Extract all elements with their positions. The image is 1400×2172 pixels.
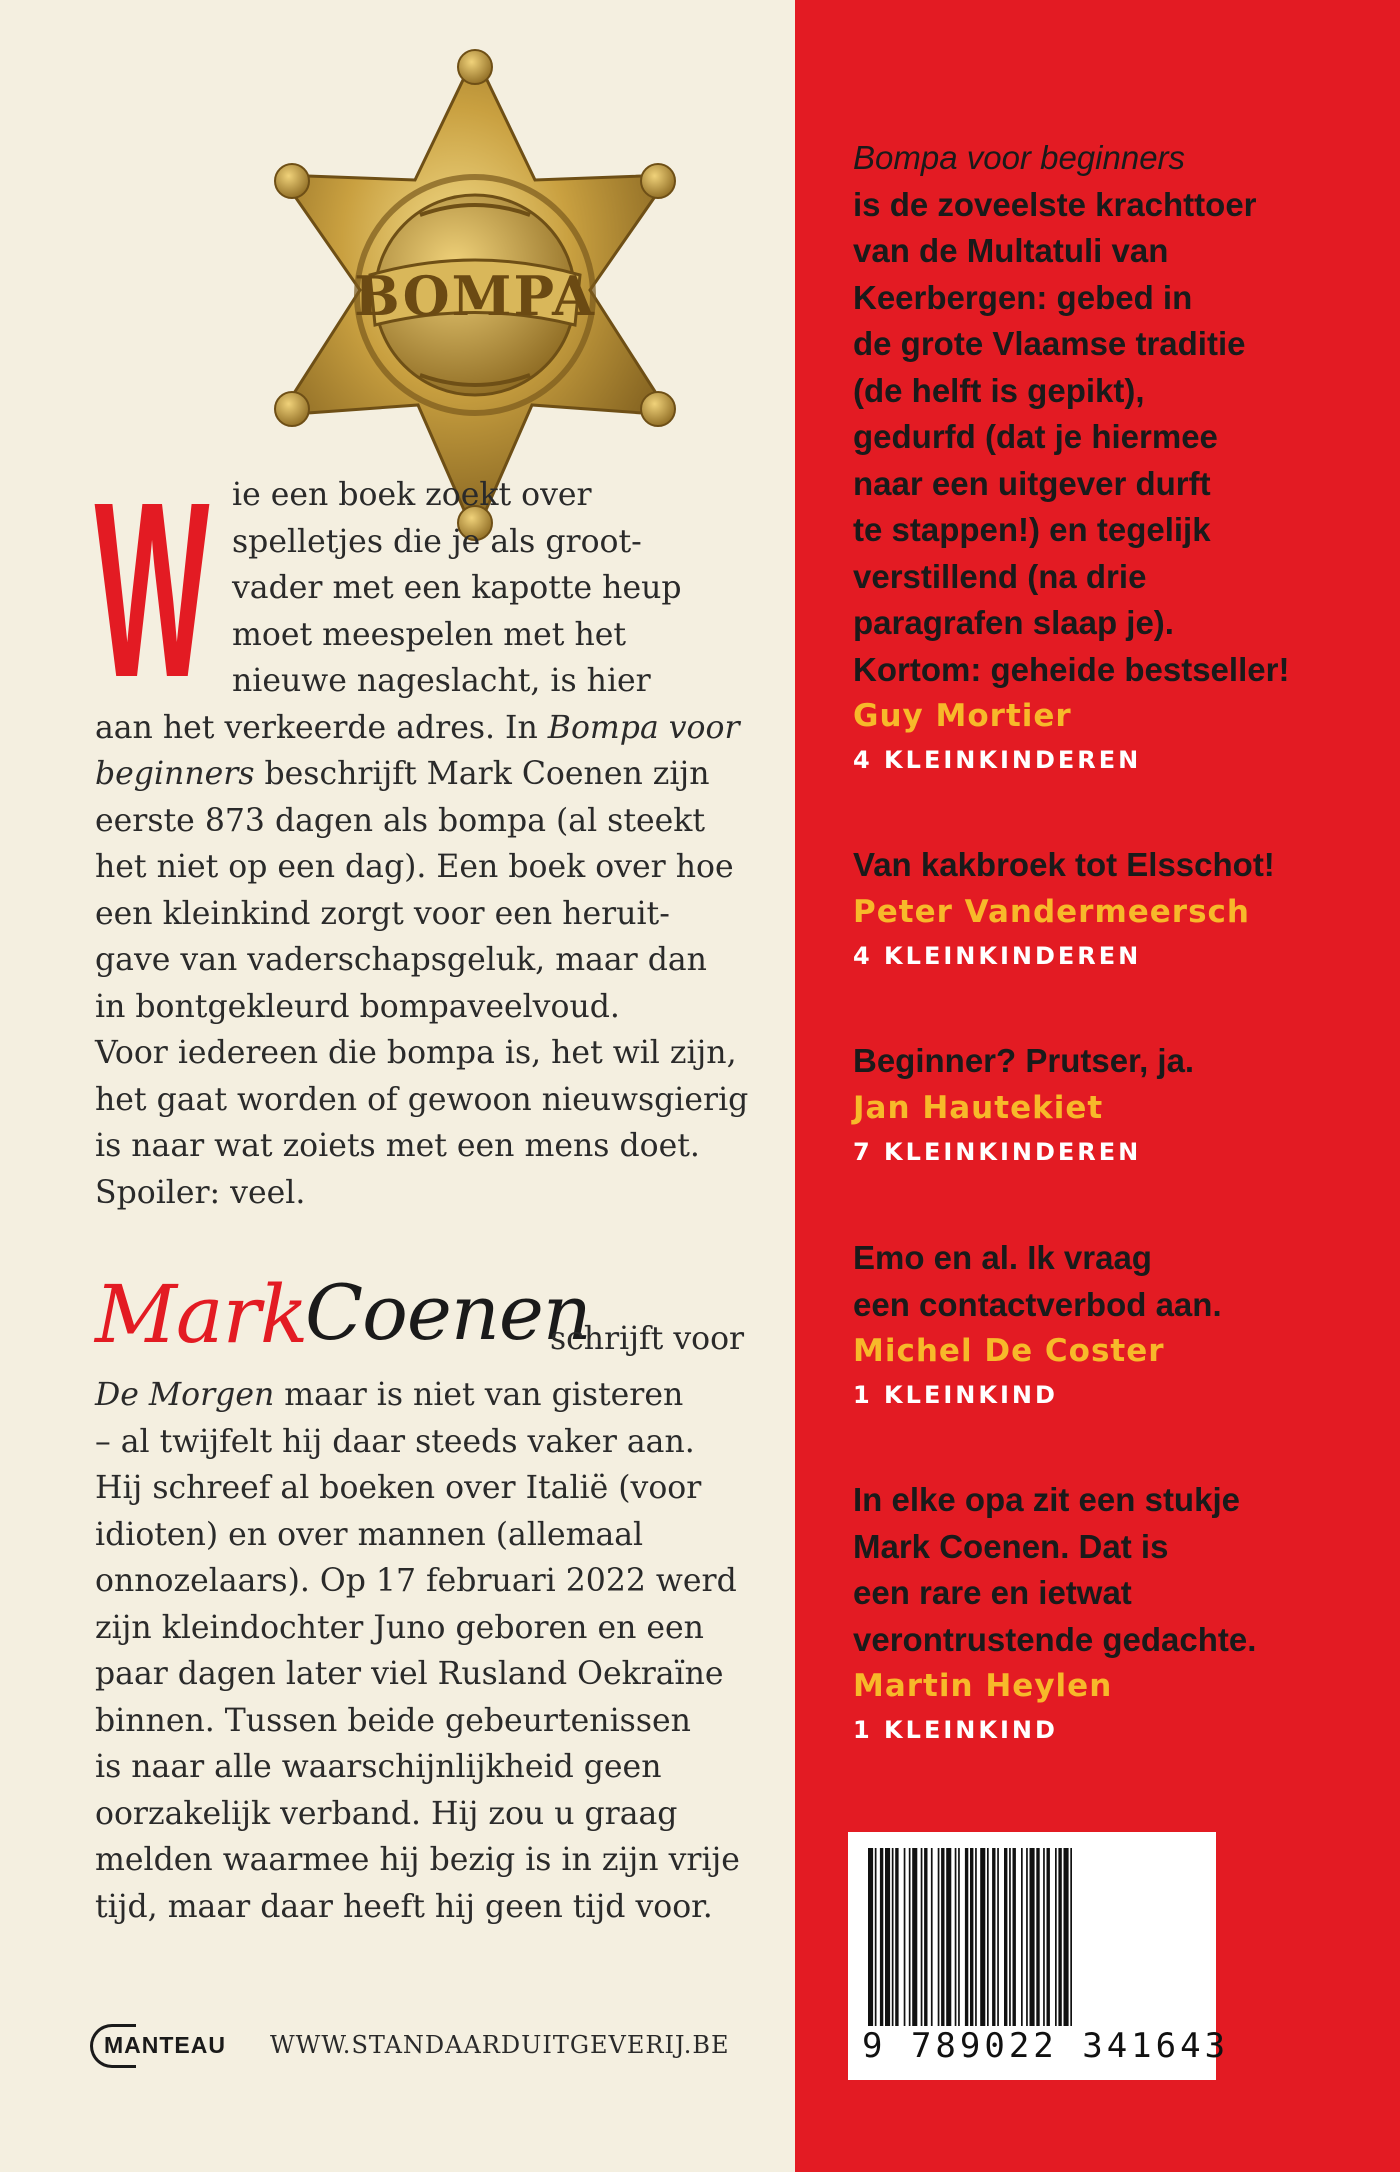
barcode-bar <box>958 1848 960 2026</box>
quote-author-name: Michel De Coster <box>853 1333 1165 1369</box>
barcode-bar <box>1009 1848 1011 2026</box>
quote-line: verontrustende gedachte. <box>853 1620 1257 1658</box>
bio-line: oorzakelijk verband. Hij zou u graag <box>95 1795 678 1832</box>
barcode-bar <box>1030 1848 1035 2026</box>
quote-line: gedurfd (dat je hiermee <box>853 418 1218 455</box>
barcode-bar <box>1043 1848 1045 2026</box>
quote-line: van de Multatuli van <box>853 232 1169 269</box>
barcode-bar <box>924 1848 927 2026</box>
blurb-line: ie een boek zoekt over <box>232 477 592 513</box>
bio-line: Hij schreef al boeken over Italië (voor <box>95 1470 702 1506</box>
blurb-line: eerste 873 dagen als bompa (al steekt <box>95 802 706 839</box>
blurb-line: spelletjes die je als groot- <box>232 523 642 560</box>
blurb-line: beginners beschrijft Mark Coenen zijn <box>95 756 710 792</box>
barcode-bar <box>1055 1848 1057 2026</box>
quote-author-grandchildren: 4 KLEINKINDEREN <box>853 941 1142 970</box>
dropcap-letter-text: W <box>94 450 210 729</box>
blurb-line: nieuwe nageslacht, is hier <box>232 663 651 699</box>
quote-line: Kortom: geheide bestseller! <box>853 650 1290 688</box>
publisher-logo <box>90 2024 240 2068</box>
blurb-line: gave van vaderschapsgeluk, maar dan <box>95 942 707 978</box>
bio-line: melden waarmee hij bezig is in zijn vrije <box>95 1842 740 1878</box>
quote-author-name: Jan Hautekiet <box>853 1089 1104 1126</box>
barcode-bar <box>946 1848 951 2026</box>
badge-word: BOMPA <box>353 264 597 328</box>
dropcap-w <box>94 450 210 729</box>
isbn-number: 9 789022 341643 <box>862 2026 1230 2066</box>
dropcap-letter <box>94 450 210 729</box>
barcode-bar <box>912 1848 917 2026</box>
quote-author-grandchildren: 1 KLEINKIND <box>853 1716 1058 1744</box>
barcode-bar <box>955 1848 957 2026</box>
barcode-bar <box>1058 1848 1061 2026</box>
blurb-line: het niet op een dag). Een boek over hoe <box>95 849 734 885</box>
bio-line: zijn kleindochter Juno geboren en een <box>95 1609 704 1646</box>
author-first-name: Mark <box>95 1268 308 1361</box>
bio-line: idioten) en over mannen (allemaal <box>95 1516 644 1553</box>
barcode-bar <box>980 1848 985 2026</box>
bio-line: paar dagen later viel Rusland Oekraïne <box>95 1656 724 1692</box>
quote-author-name: Peter Vandermeersch <box>853 893 1250 930</box>
blurb-line: is naar wat zoiets met een mens doet. <box>95 1128 700 1164</box>
quote-block <box>853 1477 1373 1751</box>
bio-line: onnozelaars). Op 17 februari 2022 werd <box>95 1563 737 1599</box>
barcode-bar <box>938 1848 940 2026</box>
blurb-line: aan het verkeerde adres. In Bompa voor <box>95 709 740 746</box>
barcode-bar <box>1064 1848 1069 2026</box>
quote-line: een contactverbod aan. <box>853 1285 1222 1323</box>
quote-line: Emo en al. Ik vraag <box>853 1239 1152 1276</box>
quote-block <box>853 135 1373 781</box>
blurb-line: vader met een kapotte heup <box>232 570 682 606</box>
quote-block <box>853 842 1373 977</box>
blurb-line: moet meespelen met het <box>232 616 627 653</box>
blurb-line: Voor iedereen die bompa is, het wil zijn, <box>95 1035 737 1071</box>
quote-line: (de helft is gepikt), <box>853 371 1145 409</box>
quote-line: is de zoveelste krachttoer <box>853 185 1257 223</box>
quote-block <box>853 1235 1373 1416</box>
barcode-bar <box>1070 1848 1072 2026</box>
barcode-bar <box>941 1848 944 2026</box>
blurb-text <box>94 450 755 1216</box>
quote-line: verstillend (na drie <box>853 557 1147 595</box>
quote-author-name: Guy Mortier <box>853 698 1072 734</box>
quote-line: Keerbergen: gebed in <box>853 278 1193 316</box>
blurb-line: het gaat worden of gewoon nieuwsgierig <box>95 1081 749 1118</box>
quote-author-grandchildren: 7 KLEINKINDEREN <box>853 1137 1142 1166</box>
barcode-bar <box>970 1848 973 2026</box>
quote-author-grandchildren: 1 KLEINKIND <box>853 1381 1058 1409</box>
quote-line: naar een uitgever durft <box>853 464 1211 502</box>
barcode-bar <box>1013 1848 1016 2026</box>
barcode-bar <box>875 1848 877 2026</box>
quote-line: Mark Coenen. Dat is <box>853 1527 1169 1565</box>
publisher-website[interactable]: WWW.STANDAARDUITGEVERIJ.BE <box>270 2031 730 2059</box>
blurb-line: een kleinkind zorgt voor een heruit- <box>95 895 670 932</box>
author-last-name: Coenen <box>305 1268 591 1357</box>
author-bio <box>95 1372 775 1930</box>
barcode-bar <box>868 1848 873 2026</box>
barcode-bar <box>987 1848 989 2026</box>
quote-author-name: Martin Heylen <box>853 1668 1113 1704</box>
blurb-line: Spoiler: veel. <box>95 1174 306 1211</box>
barcode-bar <box>931 1848 933 2026</box>
barcode-bars <box>868 1848 1196 2026</box>
barcode-bar <box>909 1848 911 2026</box>
quote-line: Beginner? Prutser, ja. <box>853 1042 1195 1079</box>
bio-line: binnen. Tussen beide gebeurtenissen <box>95 1702 691 1739</box>
barcode-bar <box>965 1848 968 2026</box>
barcode-bar <box>1036 1848 1039 2026</box>
quote-block <box>853 1038 1373 1173</box>
blurb-line: in bontgekleurd bompaveelvoud. <box>95 988 620 1025</box>
isbn-barcode <box>848 1832 1230 2080</box>
quote-line: In elke opa zit een stukje <box>853 1481 1240 1518</box>
quote-line: een rare en ietwat <box>853 1574 1132 1611</box>
barcode-bar <box>921 1848 923 2026</box>
quote-line: de grote Vlaamse traditie <box>853 325 1246 362</box>
bio-line: De Morgen maar is niet van gisteren <box>95 1377 684 1413</box>
bio-line: tijd, maar daar heeft hij geen tijd voor. <box>95 1888 713 1925</box>
quote-author-grandchildren: 4 KLEINKINDEREN <box>853 746 1142 774</box>
barcode-bar <box>1026 1848 1028 2026</box>
barcode-bar <box>904 1848 906 2026</box>
author-intro-text: schrijft voor <box>550 1321 745 1357</box>
barcode-bar <box>880 1848 883 2026</box>
barcode-bar <box>997 1848 999 2026</box>
barcode-bar <box>975 1848 977 2026</box>
barcode-bar <box>892 1848 894 2026</box>
quote-line: paragrafen slaap je). <box>853 604 1174 641</box>
bio-line: is naar alle waarschijnlijkheid geen <box>95 1749 662 1785</box>
barcode-bar <box>885 1848 890 2026</box>
barcode-bar <box>895 1848 898 2026</box>
quote-line: te stappen!) en tegelijk <box>853 511 1211 548</box>
bio-line: – al twijfelt hij daar steeds vaker aan. <box>95 1423 695 1460</box>
author-heading <box>95 1268 795 1378</box>
quote-line: Van kakbroek tot Elsschot! <box>853 846 1275 883</box>
barcode-bar <box>1004 1848 1007 2026</box>
barcode-bar <box>1021 1848 1023 2026</box>
publisher-name: MANTEAU <box>104 2032 226 2058</box>
quote-title-italic: Bompa voor beginners <box>853 139 1186 176</box>
barcode-bar <box>992 1848 995 2026</box>
barcode-bar <box>1047 1848 1050 2026</box>
